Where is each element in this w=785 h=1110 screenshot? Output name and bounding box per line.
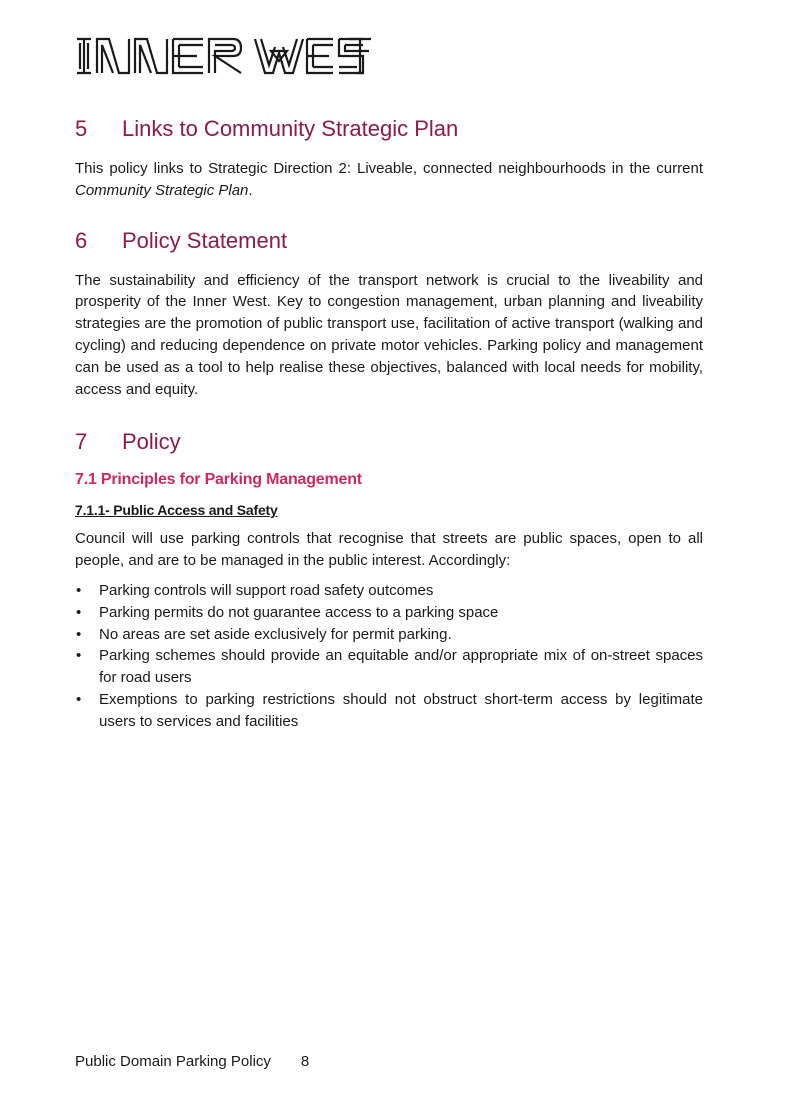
section-6-heading	[75, 225, 703, 257]
logo-letter-n	[97, 39, 129, 73]
logo-letter-i	[77, 39, 91, 73]
logo-letter-w	[255, 39, 303, 73]
section-5-heading	[75, 113, 703, 145]
section-7-1-1-heading: 7.1.1- Public Access and Safety	[75, 502, 278, 519]
section-6-title: Policy Statement	[122, 227, 288, 253]
logo-letter-e2	[307, 39, 333, 73]
section-5-text-end: .	[248, 181, 253, 199]
bullet-icon: •	[76, 603, 82, 621]
page-number: 8	[300, 1053, 310, 1070]
logo-letter-e	[173, 39, 203, 73]
community-strategic-plan-title: Community Strategic Plan	[75, 181, 249, 199]
bullet-icon: •	[76, 690, 82, 708]
bullet-icon: •	[76, 625, 82, 643]
section-7-paragraph: Council will use parking controls that recognise that streets are public spaces, open to all people, and are to be managed in the public interest. Accordingly:	[75, 530, 703, 570]
section-7-number: 7	[75, 429, 88, 455]
bullet-icon: •	[76, 647, 82, 665]
bullet-icon: •	[76, 581, 82, 599]
logo-letter-n2	[135, 39, 167, 73]
footer-doc-title: Public Domain Parking Policy	[75, 1053, 271, 1070]
logo-letter-r	[209, 39, 241, 73]
list-item: • Exemptions to parking restrictions should not obstruct short-term access by legitimate users to services and facilities	[76, 690, 703, 730]
section-5-title: Links to Community Strategic Plan	[122, 116, 459, 141]
principles-list	[75, 580, 703, 733]
list-item: • No areas are set aside exclusively for permit parking.	[75, 624, 703, 646]
section-5-text: This policy links to Strategic Direction 2: Liveable, connected neighbourhoods in the current	[75, 160, 703, 177]
section-5-number: 5	[75, 116, 88, 141]
page-footer	[75, 1052, 309, 1072]
logo-letter-s	[339, 39, 369, 73]
section-6-number: 6	[75, 227, 88, 253]
list-item: • Parking controls will support road safety outcomes	[75, 580, 703, 602]
section-5-paragraph	[75, 158, 703, 202]
section-6-paragraph: The sustainability and efficiency of the transport network is crucial to the liveability and prosperity of the Inner West. Key to congestion management, urban planning and liveability strategies are the promotion of public transport use, facilitation of active transport (walking and cycling) and reducing dependence on private motor vehicles. Parking policy and management can be used as a tool to help realise these objectives, balanced with local needs for mobility, access and equity.	[75, 271, 703, 398]
list-item: • Parking permits do not guarantee access to a parking space	[75, 602, 703, 624]
section-7-heading	[75, 426, 703, 458]
section-7-title: Policy	[122, 429, 181, 455]
list-item: • Parking schemes should provide an equitable and/or appropriate mix of on-street spaces for road users	[76, 647, 703, 687]
inner-west-logo	[75, 37, 371, 75]
section-7-1-heading: 7.1 Principles for Parking Management	[75, 471, 362, 489]
page-content	[75, 113, 703, 733]
